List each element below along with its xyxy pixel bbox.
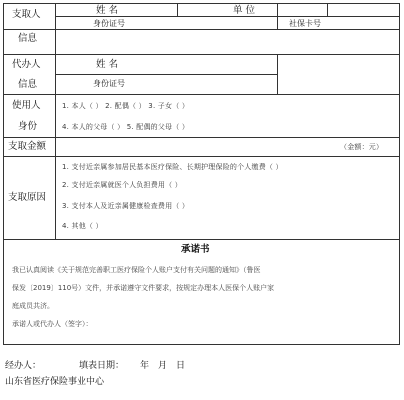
- commitment-signature: 承诺人或代办人（签字）：: [12, 320, 93, 328]
- handler-label: 经办人：: [5, 361, 42, 371]
- reason-item: 2. 支付近亲属就医个人负担费用（ ）: [62, 181, 182, 189]
- applicant-id-label: 身份证号: [93, 19, 125, 28]
- amount-label: 支取金额: [8, 141, 47, 152]
- applicant-label: 支取人: [12, 9, 41, 20]
- amount-unit-note: （金额：元）: [340, 143, 384, 151]
- applicant-social-card-label: 社保卡号: [289, 19, 321, 28]
- agent-label-line2: 信息: [18, 79, 38, 90]
- date-day: 日: [176, 361, 186, 371]
- table-rule: [3, 94, 399, 95]
- commitment-line: 我已认真阅读《关于规范完善职工医疗保险个人账户支付有关问题的通知》（鲁医: [12, 266, 261, 274]
- agent-label: 代办人: [12, 59, 41, 70]
- reason-item: 1. 支付近亲属参加居民基本医疗保险、长期护理保险的个人缴费（ ）: [62, 163, 283, 171]
- table-rule: [3, 239, 399, 240]
- date-label: 填表日期：: [79, 361, 125, 371]
- date-year: 年: [140, 361, 150, 371]
- table-rule: [3, 156, 399, 157]
- user-label-line2: 身份: [18, 121, 38, 132]
- table-rule: [3, 137, 399, 138]
- table-rule: [3, 54, 399, 55]
- table-rule: [277, 3, 278, 30]
- table-rule: [55, 3, 56, 239]
- commitment-line: 庭成员共济。: [12, 302, 54, 310]
- user-label: 使用人: [12, 100, 41, 111]
- applicant-label-line2: 信息: [18, 33, 38, 44]
- user-options-row1: 1. 本人（ ） 2. 配偶（ ） 3. 子女（ ）: [62, 102, 190, 110]
- reason-item: 3. 支付本人及近亲属健康检查费用（ ）: [62, 202, 190, 210]
- table-rule: [177, 3, 178, 17]
- reason-label: 支取原因: [8, 192, 47, 203]
- date-month: 月: [158, 361, 168, 371]
- table-rule: [55, 74, 277, 75]
- commitment-line: 保发〔2019〕110号）文件，并承诺遵守文件要求，按规定办理本人医保个人账户家: [12, 284, 275, 292]
- applicant-unit-label: 单 位: [233, 5, 256, 16]
- user-options-row2: 4. 本人的父母（ ） 5. 配偶的父母（ ）: [62, 123, 190, 131]
- table-rule: [277, 54, 278, 94]
- issuing-organization: 山东省医疗保险事业中心: [5, 377, 105, 387]
- reason-item: 4. 其他（ ）: [62, 222, 103, 230]
- agent-id-label: 身份证号: [93, 79, 125, 88]
- table-rule: [3, 29, 399, 30]
- commitment-title: 承诺书: [181, 244, 210, 255]
- table-rule: [327, 3, 328, 17]
- agent-name-label: 姓 名: [96, 59, 119, 70]
- applicant-name-label: 姓 名: [96, 5, 119, 16]
- table-rule: [55, 16, 399, 17]
